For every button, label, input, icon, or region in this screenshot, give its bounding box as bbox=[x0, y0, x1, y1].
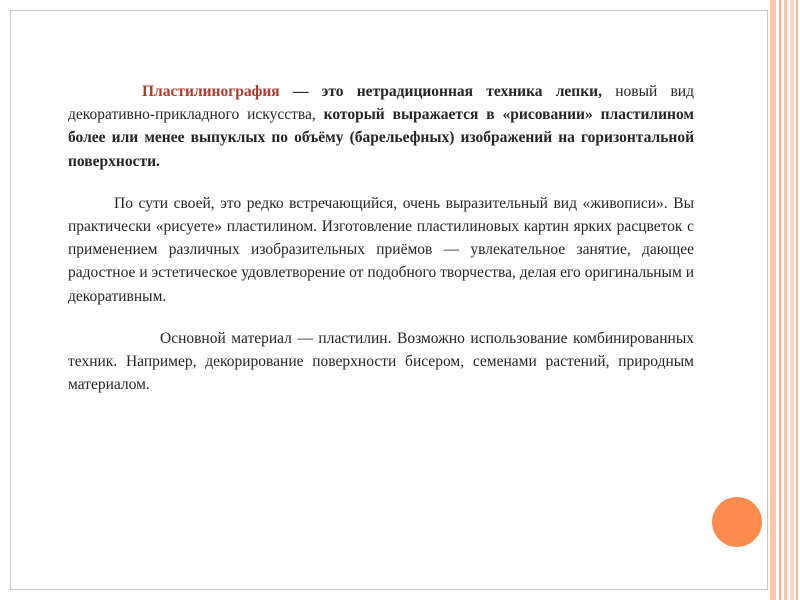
definition-normal: новый вид декоративно-прикладного искусства, bbox=[68, 83, 694, 124]
decor-stripe bbox=[784, 0, 787, 600]
materials-text: Основной материал — пластилин. Возможно использование комбинированных техник. Например, декорирование поверхности бисером, семенами растений, природным материалом. bbox=[68, 329, 694, 394]
term-highlight: Пластилинография bbox=[142, 83, 280, 100]
paragraph-definition bbox=[68, 80, 694, 173]
description-text: По сути своей, это редко встречающийся, очень выразительный вид «живописи». Вы практически «рисуете» пластилином. Изготовление пластилиновых картин ярких расцветок с применением различных изобразительных приёмов — увлекательное занятие, дающее радостное и эстетическое удовлетворение от подобного творчества, делая его оригинальным и декоративным. bbox=[68, 194, 694, 305]
definition-bold-start: — это нетрадиционная техника лепки, bbox=[279, 83, 602, 100]
decor-stripe bbox=[770, 0, 776, 600]
decor-stripe bbox=[796, 0, 798, 600]
decor-stripe bbox=[790, 0, 794, 600]
paragraph-description bbox=[68, 192, 694, 308]
slide-body bbox=[68, 76, 694, 396]
decor-stripe bbox=[779, 0, 781, 600]
definition-bold-end: который выражается в «рисовании» пластилином более или менее выпуклых по объёму (барельефных) изображений на горизонтальной поверхности. bbox=[68, 106, 694, 170]
paragraph-materials bbox=[68, 327, 694, 397]
orange-circle-icon bbox=[712, 497, 762, 547]
